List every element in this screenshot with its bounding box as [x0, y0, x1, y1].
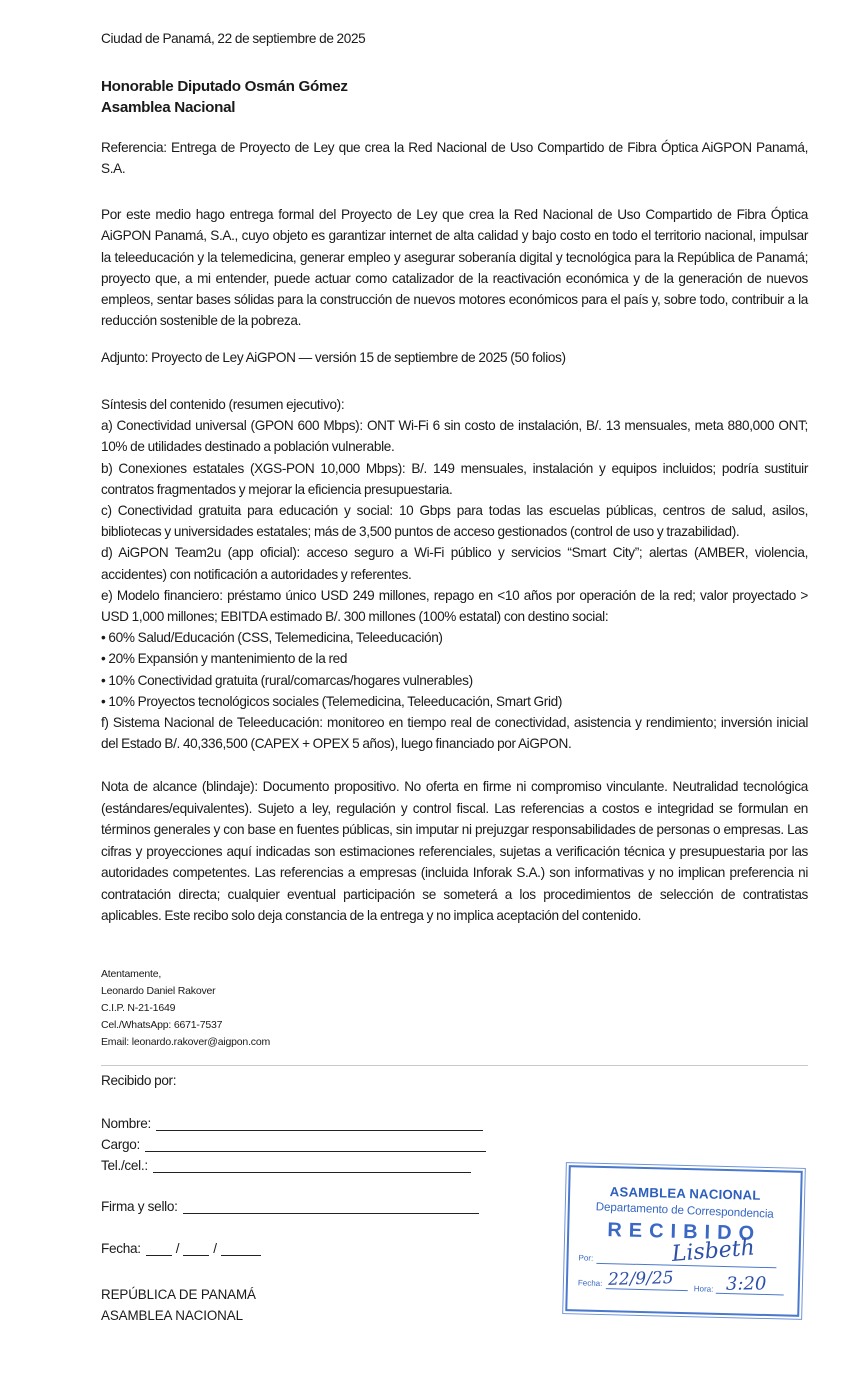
- date-line: Ciudad de Panamá, 22 de septiembre de 2025: [101, 31, 366, 46]
- signature-block: [101, 966, 270, 1051]
- tel-label: Tel./cel.:: [101, 1158, 148, 1173]
- footer-republic: REPÚBLICA DE PANAMÁ: [101, 1287, 256, 1302]
- attachment-line: Adjunto: Proyecto de Ley AiGPON — versión 15 de septiembre de 2025 (50 folios): [101, 350, 566, 365]
- synthesis-item-b: b) Conexiones estatales (XGS-PON 10,000 Mbps): B/. 149 mensuales, instalación y equipos incluidos; podría sustituir contratos fragmentados y mejorar la eficiencia presupuestaria.: [101, 460, 808, 497]
- fecha-separator: /: [213, 1241, 217, 1256]
- stamp-handwritten-signature: Lisbeth: [670, 1235, 756, 1268]
- synthesis-section: [101, 394, 808, 754]
- stamp-hora-label: Hora:: [693, 1284, 714, 1294]
- section-divider: [101, 1065, 808, 1066]
- signature-id: C.I.P. N-21-1649: [101, 1002, 176, 1014]
- fecha-year-blank[interactable]: [221, 1242, 261, 1256]
- cargo-label: Cargo:: [101, 1137, 141, 1152]
- signature-email: Email: leonardo.rakover@aigpon.com: [101, 1036, 271, 1048]
- fecha-month-blank[interactable]: [183, 1242, 209, 1256]
- stamp-department: Departamento de Correspondencia: [595, 1200, 774, 1221]
- synthesis-heading: Síntesis del contenido (resumen ejecutivo):: [101, 397, 345, 412]
- firma-blank-line[interactable]: [183, 1200, 479, 1214]
- body-paragraph: Por este medio hago entrega formal del Proyecto de Ley que crea la Red Nacional de Uso Compartido de Fibra Óptica AiGPON Panamá, S.A., cuyo objeto es garantizar internet de alta calidad y bajo costo en todo el territorio nacional, impulsar la teleeducación y la telemedicina, generar empleo y asegurar soberanía digital y tecnológica para la República de Panamá; proyecto que, a mi entender, puede actuar como catalizador de la reactivación económica y de la generación de nuevos empleos, sentar bases sólidas para la construcción de nuevos motores económicos para el país y, sobre todo, contribuir a la reducción sostenible de la pobreza.: [101, 207, 808, 329]
- reference-paragraph: Referencia: Entrega de Proyecto de Ley que crea la Red Nacional de Uso Compartido de Fibra Óptica AiGPON Panamá, S.A.: [101, 140, 808, 177]
- addressee-block: [101, 76, 808, 118]
- scope-note: Nota de alcance (blindaje): Documento propositivo. No oferta en firme ni compromiso vinculante. Neutralidad tecnológica (estándares/equivalentes). Sujeto a ley, regulación y control fiscal. Las referencias a costos e integridad se formulan en términos generales y con base en fuentes públicas, sin imputar ni prejuzgar responsabilidades de personas o empresas. Las cifras y proyecciones aquí indicadas son estimaciones referenciales, sujetas a verificación técnica y presupuestaria por las autoridades competentes. Las referencias a empresas (incluida Inforak S.A.) son informativas y no implican preferencia ni contratación directa; cualquier eventual participación se someterá a los procedimientos de selección de contratistas aplicables. Este recibo solo deja constancia de la entrega y no implica aceptación del contenido.: [101, 779, 808, 923]
- stamp-title: ASAMBLEA NACIONAL: [609, 1184, 761, 1203]
- footer-assembly: ASAMBLEA NACIONAL: [101, 1308, 243, 1323]
- synthesis-item-e: e) Modelo financiero: préstamo único USD 249 millones, repago en <10 años por operación de la red; valor proyectado > USD 1,000 millones; EBITDA estimado B/. 300 millones (100% estatal) con destino social:: [101, 587, 808, 625]
- fecha-label: Fecha:: [101, 1241, 141, 1256]
- stamp-handwritten-time: 3:20: [725, 1273, 767, 1295]
- signature-name: Leonardo Daniel Rakover: [101, 985, 216, 997]
- firma-label: Firma y sello:: [101, 1199, 178, 1214]
- firma-field[interactable]: [101, 1199, 479, 1214]
- synthesis-item-c: c) Conectividad gratuita para educación y social: 10 Gbps para todas las escuelas públicas, centros de salud, asilos, bibliotecas y universidades estatales; más de 3,500 puntos de acceso gestionados (control de uso y trazabilidad).: [101, 503, 808, 540]
- tel-field[interactable]: [101, 1158, 471, 1173]
- fecha-field[interactable]: [101, 1241, 261, 1256]
- bullet-item: • 60% Salud/Educación (CSS, Telemedicina, Teleeducación): [101, 630, 443, 646]
- received-stamp: [565, 1165, 802, 1317]
- received-by-label: Recibido por:: [101, 1073, 177, 1088]
- synthesis-item-a: a) Conectividad universal (GPON 600 Mbps): ONT Wi-Fi 6 sin costo de instalación, B/. 13 mensuales, meta 880,000 ONT; 10% de utilidades destinado a población vulnerable.: [101, 418, 808, 455]
- nombre-field[interactable]: [101, 1116, 483, 1131]
- signature-closing: Atentamente,: [101, 968, 162, 980]
- fecha-day-blank[interactable]: [146, 1242, 172, 1256]
- stamp-handwritten-date: 22/9/25: [607, 1268, 674, 1290]
- bullet-item: • 20% Expansión y mantenimiento de la red: [101, 651, 348, 667]
- cargo-field[interactable]: [101, 1137, 486, 1152]
- stamp-por-label: Por:: [578, 1253, 594, 1263]
- nombre-label: Nombre:: [101, 1116, 152, 1131]
- bullet-item: • 10% Proyectos tecnológicos sociales (Telemedicina, Teleeducación, Smart Grid): [101, 693, 563, 709]
- stamp-fecha-label: Fecha:: [577, 1278, 603, 1289]
- synthesis-item-f: f) Sistema Nacional de Teleeducación: monitoreo en tiempo real de conectividad, asistencia y rendimiento; inversión inicial del Estado B/. 40,336,500 (CAPEX + OPEX 5 años), luego financiado por AiGPON.: [101, 715, 808, 752]
- stamp-status: RECIBIDO: [607, 1219, 762, 1245]
- fecha-separator: /: [175, 1241, 180, 1256]
- addressee-institution: Asamblea Nacional: [101, 99, 236, 116]
- bullet-item: • 10% Conectividad gratuita (rural/comarcas/hogares vulnerables): [101, 672, 473, 688]
- addressee-name: Honorable Diputado Osmán Gómez: [101, 78, 348, 95]
- nombre-blank-line[interactable]: [156, 1117, 483, 1131]
- signature-phone: Cel./WhatsApp: 6671-7537: [101, 1019, 223, 1031]
- cargo-blank-line[interactable]: [145, 1138, 486, 1152]
- tel-blank-line[interactable]: [153, 1159, 471, 1173]
- synthesis-item-d: d) AiGPON Team2u (app oficial): acceso seguro a Wi-Fi público y servicios “Smart City”; alertas (AMBER, violencia, accidentes) con notificación a autoridades y referentes.: [101, 545, 808, 582]
